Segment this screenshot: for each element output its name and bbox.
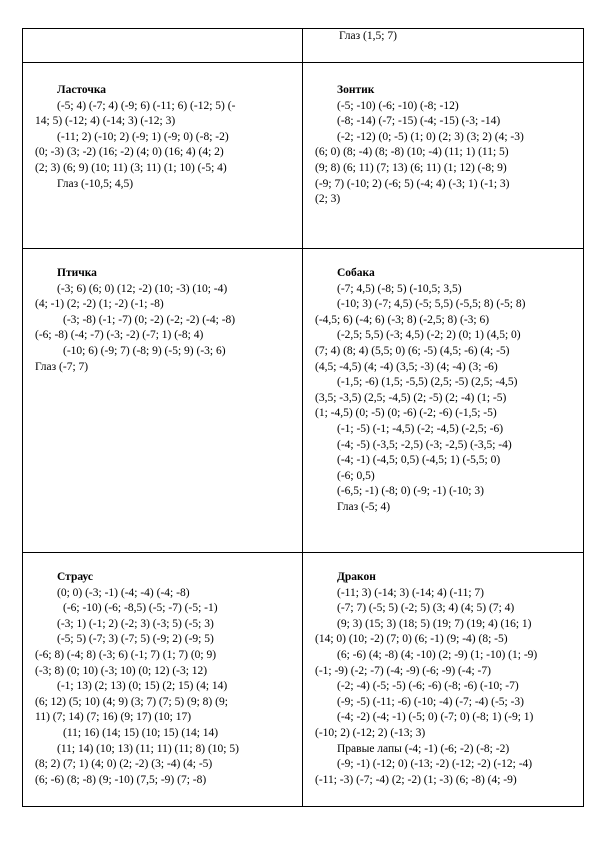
cell-lastochka [23, 63, 303, 249]
coords-line: (4,5; -4,5) (4; -4) (3,5; -3) (4; -4) (3; -6) [315, 360, 498, 373]
coords-line: (-9; -1) (-12; 0) (-13; -2) (-12; -2) (-12; -4) [337, 758, 533, 771]
coords-line: (-3; 6) (6; 0) (12; -2) (10; -3) (10; -4) [57, 282, 228, 295]
coords-line: (-8; -14) (-7; -15) (-4; -15) (-3; -14) [337, 115, 501, 128]
coords-line: (2; 3) (6; 9) (10; 11) (3; 11) (1; 10) (-5; 4) [35, 161, 227, 174]
eye-coords: Глаз (-7; 7) [35, 360, 89, 373]
coords-line: (-5; 5) (-7; 3) (-7; 5) (-9; 2) (-9; 5) [57, 633, 214, 646]
coords-line: (7; 4) (8; 4) (5,5; 0) (6; -5) (4,5; -6) (4; -5) [315, 344, 510, 357]
coords-line: (0; -3) (3; -2) (16; -2) (4; 0) (16; 4) (4; 2) [35, 146, 224, 159]
figure-title-sobaka: Собака [337, 267, 375, 279]
figure-title-ptichka: Птичка [57, 267, 97, 279]
coords-line: (-1; -9) (-2; -7) (-4; -9) (-6; -9) (-4; -7) [315, 664, 491, 677]
coords-line: (0; 0) (-3; -1) (-4; -4) (-4; -8) [57, 586, 190, 599]
coords-line: (-10; 6) (-9; 7) (-8; 9) (-5; 9) (-3; 6) [63, 344, 226, 357]
eye-coords: Глаз (-10,5; 4,5) [57, 177, 134, 190]
coords-line: (3,5; -3,5) (2,5; -4,5) (2; -5) (2; -4) (1; -5) [315, 391, 507, 404]
coords-line: (-11; 3) (-14; 3) (-14; 4) (-11; 7) [337, 586, 485, 599]
coords-line: (-7; 4,5) (-8; 5) (-10,5; 3,5) [337, 282, 462, 295]
coords-line: (11; 14) (10; 13) (11; 11) (11; 8) (10; 5) [57, 742, 239, 755]
coords-line: (-4,5; 6) (-4; 6) (-3; 8) (-2,5; 8) (-3; 6) [315, 313, 490, 326]
cell-ptichka [23, 249, 303, 553]
figure-title-lastochka: Ласточка [57, 84, 107, 96]
coords-line: (-2; -4) (-5; -5) (-6; -6) (-8; -6) (-10; -7) [337, 680, 519, 693]
coords-line: (-2; -12) (0; -5) (1; 0) (2; 3) (3; 2) (4; -3) [337, 130, 524, 143]
coords-line: (-10; 3) (-7; 4,5) (-5; 5,5) (-5,5; 8) (-5; 8) [337, 298, 526, 311]
figures-table [22, 28, 584, 807]
coords-line: (-3; -8) (-1; -7) (0; -2) (-2; -2) (-4; -8) [63, 313, 236, 326]
cell-top-right [303, 29, 584, 63]
cell-straus [23, 553, 303, 807]
coords-line: (-11; -3) (-7; -4) (2; -2) (1; -3) (6; -8) (4; -9) [315, 773, 517, 786]
coords-line: (1; -4,5) (0; -5) (0; -6) (-2; -6) (-1,5; -5) [315, 407, 497, 420]
figure-title-straus: Страус [57, 571, 94, 583]
eye-coords: Глаз (1,5; 7) [339, 30, 397, 42]
coords-line: (9; 8) (6; 11) (7; 13) (6; 11) (1; 12) (-8; 9) [315, 161, 507, 174]
right-paws-coords: Правые лапы (-4; -1) (-6; -2) (-8; -2) [337, 742, 510, 755]
coords-line: (-6,5; -1) (-8; 0) (-9; -1) (-10; 3) [337, 485, 484, 498]
coords-line: (-1; -5) (-1; -4,5) (-2; -4,5) (-2,5; -6) [337, 422, 504, 435]
coords-line: (-9; -5) (-11; -6) (-10; -4) (-7; -4) (-5; -3) [337, 695, 525, 708]
coords-line: (-4; -5) (-3,5; -2,5) (-3; -2,5) (-3,5; -4) [337, 438, 512, 451]
coords-line: (6; 0) (8; -4) (8; -8) (10; -4) (11; 1) (11; 5) [315, 146, 509, 159]
coords-line: (-6; 0,5) [337, 469, 375, 482]
coords-line: (6; -6) (8; -8) (9; -10) (7,5; -9) (7; -8) [35, 773, 207, 786]
coords-line: (-4; -1) (-4,5; 0,5) (-4,5; 1) (-5,5; 0) [337, 454, 501, 467]
coords-line: 14; 5) (-12; 4) (-14; 3) (-12; 3) [35, 115, 176, 128]
eye-coords: Глаз (-5; 4) [337, 500, 391, 513]
coords-line: (-5; 4) (-7; 4) (-9; 6) (-11; 6) (-12; 5) (- [57, 99, 236, 112]
coords-line: (-2,5; 5,5) (-3; 4,5) (-2; 2) (0; 1) (4,5; 0) [337, 329, 521, 342]
coords-line: (11; 16) (14; 15) (10; 15) (14; 14) [63, 726, 219, 739]
coords-line: (6; 12) (5; 10) (4; 9) (3; 7) (7; 5) (9; 8) (9; [35, 695, 228, 708]
cell-top-left [23, 29, 303, 63]
coords-line: (-6; -10) (-6; -8,5) (-5; -7) (-5; -1) [63, 602, 218, 615]
cell-drakon [303, 553, 584, 807]
coords-line: (-11; 2) (-10; 2) (-9; 1) (-9; 0) (-8; -2) [57, 130, 229, 143]
coords-line: (-10; 2) (-12; 2) (-13; 3) [315, 726, 426, 739]
cell-sobaka [303, 249, 584, 553]
coords-line: (-6; -8) (-4; -7) (-3; -2) (-7; 1) (-8; 4) [35, 329, 204, 342]
coords-line: (8; 2) (7; 1) (4; 0) (2; -2) (3; -4) (4; -5) [35, 758, 213, 771]
coords-line: (-3; 8) (0; 10) (-3; 10) (0; 12) (-3; 12) [35, 664, 208, 677]
figure-title-drakon: Дракон [337, 571, 376, 583]
coords-line: (-4; -2) (-4; -1) (-5; 0) (-7; 0) (-8; 1) (-9; 1) [337, 711, 534, 724]
coords-line: (-9; 7) (-10; 2) (-6; 5) (-4; 4) (-3; 1) (-1; 3) [315, 177, 510, 190]
cell-zontik [303, 63, 584, 249]
coords-line: (4; -1) (2; -2) (1; -2) (-1; -8) [35, 298, 164, 311]
coords-line: (-1,5; -6) (1,5; -5,5) (2,5; -5) (2,5; -4,5) [337, 376, 518, 389]
coords-line: (9; 3) (15; 3) (18; 5) (19; 7) (19; 4) (16; 1) [337, 617, 532, 630]
coords-line: (-1; 13) (2; 13) (0; 15) (2; 15) (4; 14) [57, 680, 228, 693]
coords-line: (6; -6) (4; -8) (4; -10) (2; -9) (1; -10) (1; -9) [337, 648, 538, 661]
coords-line: (2; 3) [315, 193, 341, 206]
coords-line: (-5; -10) (-6; -10) (-8; -12) [337, 99, 459, 112]
coords-line: (-7; 7) (-5; 5) (-2; 5) (3; 4) (4; 5) (7; 4) [337, 602, 515, 615]
coords-line: 11) (7; 14) (7; 16) (9; 17) (10; 17) [35, 711, 192, 724]
figure-title-zontik: Зонтик [337, 84, 375, 96]
coords-line: (14; 0) (10; -2) (7; 0) (6; -1) (9; -4) (8; -5) [315, 633, 508, 646]
coords-line: (-3; 1) (-1; 2) (-2; 3) (-3; 5) (-5; 3) [57, 617, 214, 630]
coords-line: (-6; 8) (-4; 8) (-3; 6) (-1; 7) (1; 7) (0; 9) [35, 648, 217, 661]
